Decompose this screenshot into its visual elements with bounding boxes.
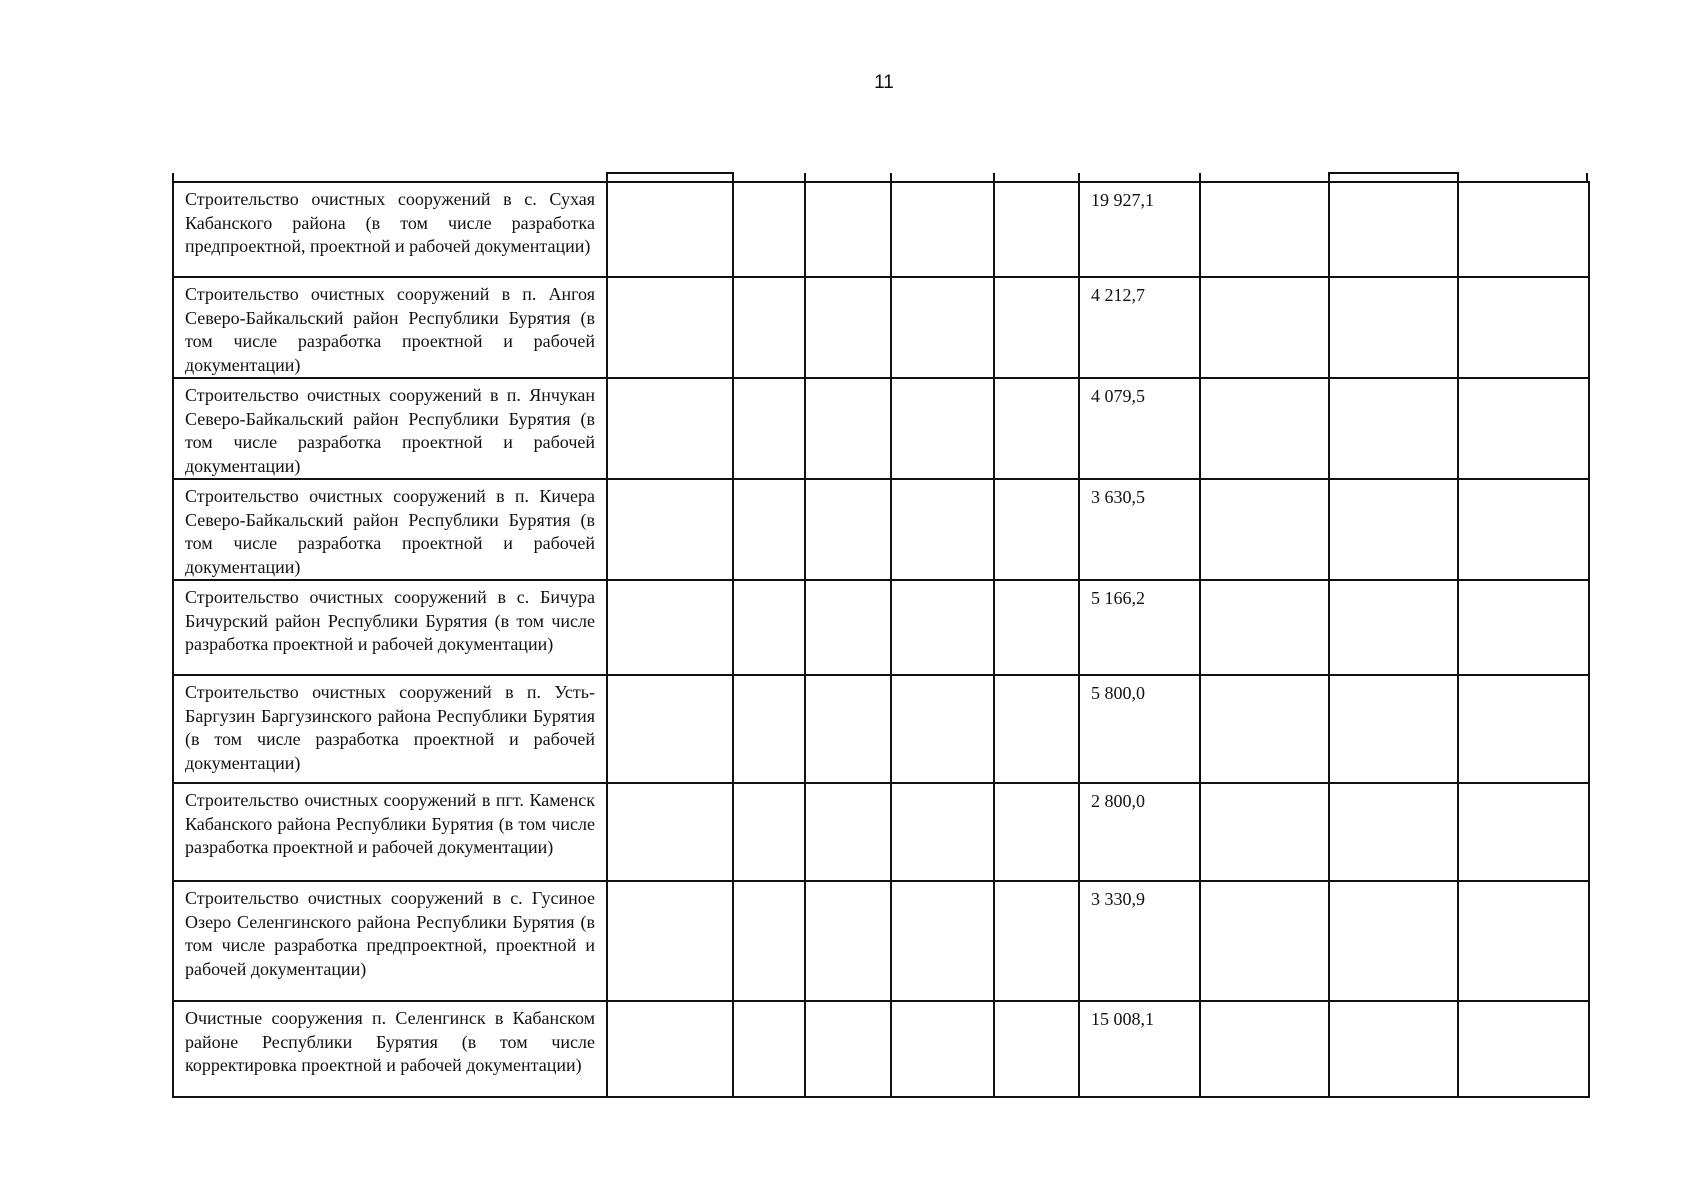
empty-cell: [891, 580, 994, 675]
empty-cell: [1458, 479, 1589, 580]
empty-cell: [1458, 783, 1589, 881]
empty-cell: [607, 580, 733, 675]
empty-cell: [994, 1001, 1079, 1097]
empty-cell: [607, 675, 733, 783]
empty-cell: [1458, 182, 1589, 277]
empty-cell: [891, 1001, 994, 1097]
empty-cell: [1458, 378, 1589, 479]
empty-cell: [805, 783, 891, 881]
amount-cell: 2 800,0: [1079, 783, 1200, 881]
table-row: [173, 580, 1589, 675]
empty-cell: [994, 783, 1079, 881]
empty-cell: [1458, 580, 1589, 675]
empty-cell: [1200, 881, 1329, 1001]
empty-cell: [891, 378, 994, 479]
empty-cell: [1329, 479, 1458, 580]
amount-cell: 5 800,0: [1079, 675, 1200, 783]
empty-cell: [1200, 378, 1329, 479]
empty-cell: [733, 378, 805, 479]
table-row: [173, 783, 1589, 881]
empty-cell: [1458, 277, 1589, 378]
empty-cell: [733, 675, 805, 783]
page-number: 11: [874, 72, 894, 93]
project-description: Строительство очистных сооружений в п. Янчукан Северо-Байкальский район Республики Бурятия (в том числе разработка проектной и рабочей документации): [173, 378, 607, 479]
empty-cell: [1458, 881, 1589, 1001]
project-description: Строительство очистных сооружений в с. Гусиное Озеро Селенгинского района Республики Бурятия (в том числе разработка предпроектной, проектной и рабочей документации): [173, 881, 607, 1001]
empty-cell: [607, 182, 733, 277]
empty-cell: [994, 277, 1079, 378]
amount-cell: 3 330,9: [1079, 881, 1200, 1001]
table-body: [173, 182, 1589, 1097]
project-description: Строительство очистных сооружений в с. Сухая Кабанского района (в том числе разработка предпроектной, проектной и рабочей документации): [173, 182, 607, 277]
empty-cell: [805, 182, 891, 277]
empty-cell: [1200, 783, 1329, 881]
empty-cell: [1329, 378, 1458, 479]
empty-cell: [1329, 881, 1458, 1001]
amount-cell: 4 212,7: [1079, 277, 1200, 378]
empty-cell: [994, 479, 1079, 580]
amount-cell: 3 630,5: [1079, 479, 1200, 580]
project-description: Строительство очистных сооружений в с. Бичура Бичурский район Республики Бурятия (в том числе разработка проектной и рабочей документации): [173, 580, 607, 675]
empty-cell: [891, 675, 994, 783]
empty-cell: [1200, 277, 1329, 378]
empty-cell: [607, 277, 733, 378]
amount-cell: 4 079,5: [1079, 378, 1200, 479]
table-row: [173, 182, 1589, 277]
amount-cell: 19 927,1: [1079, 182, 1200, 277]
empty-cell: [805, 881, 891, 1001]
empty-cell: [1200, 675, 1329, 783]
empty-cell: [733, 783, 805, 881]
empty-cell: [733, 580, 805, 675]
empty-cell: [1329, 277, 1458, 378]
empty-cell: [607, 479, 733, 580]
empty-cell: [1329, 182, 1458, 277]
empty-cell: [891, 881, 994, 1001]
empty-cell: [891, 783, 994, 881]
empty-cell: [891, 479, 994, 580]
table-continuation-line: [1328, 172, 1459, 181]
empty-cell: [607, 1001, 733, 1097]
empty-cell: [607, 881, 733, 1001]
table-row: [173, 675, 1589, 783]
table-row: [173, 1001, 1589, 1097]
empty-cell: [1458, 675, 1589, 783]
table-row: [173, 277, 1589, 378]
empty-cell: [805, 1001, 891, 1097]
empty-cell: [891, 182, 994, 277]
project-description: Строительство очистных сооружений в п. Кичера Северо-Байкальский район Республики Бурятия (в том числе разработка проектной и рабочей документации): [173, 479, 607, 580]
empty-cell: [1329, 1001, 1458, 1097]
empty-cell: [1458, 1001, 1589, 1097]
empty-cell: [733, 277, 805, 378]
empty-cell: [733, 1001, 805, 1097]
amount-cell: 15 008,1: [1079, 1001, 1200, 1097]
empty-cell: [994, 182, 1079, 277]
empty-cell: [891, 277, 994, 378]
empty-cell: [994, 378, 1079, 479]
empty-cell: [805, 580, 891, 675]
project-description: Очистные сооружения п. Селенгинск в Кабанском районе Республики Бурятия (в том числе корректировка проектной и рабочей документации): [173, 1001, 607, 1097]
project-description: Строительство очистных сооружений в п. Ангоя Северо-Байкальский район Республики Бурятия (в том числе разработка проектной и рабочей документации): [173, 277, 607, 378]
empty-cell: [1200, 1001, 1329, 1097]
project-description: Строительство очистных сооружений в пгт. Каменск Кабанского района Республики Бурятия (в том числе разработка проектной и рабочей документации): [173, 783, 607, 881]
table-continuation-line: [606, 172, 734, 181]
empty-cell: [607, 378, 733, 479]
empty-cell: [733, 182, 805, 277]
table-row: [173, 479, 1589, 580]
empty-cell: [994, 580, 1079, 675]
empty-cell: [1200, 479, 1329, 580]
empty-cell: [1329, 580, 1458, 675]
empty-cell: [994, 675, 1079, 783]
table-row: [173, 881, 1589, 1001]
project-description: Строительство очистных сооружений в п. Усть-Баргузин Баргузинского района Республики Бурятия (в том числе разработка проектной и рабочей документации): [173, 675, 607, 783]
empty-cell: [805, 277, 891, 378]
empty-cell: [1329, 783, 1458, 881]
financing-table: [172, 181, 1590, 1098]
empty-cell: [1329, 675, 1458, 783]
empty-cell: [607, 783, 733, 881]
empty-cell: [733, 479, 805, 580]
empty-cell: [805, 675, 891, 783]
empty-cell: [733, 881, 805, 1001]
empty-cell: [805, 378, 891, 479]
amount-cell: 5 166,2: [1079, 580, 1200, 675]
empty-cell: [1200, 580, 1329, 675]
empty-cell: [805, 479, 891, 580]
table-row: [173, 378, 1589, 479]
empty-cell: [994, 881, 1079, 1001]
empty-cell: [1200, 182, 1329, 277]
